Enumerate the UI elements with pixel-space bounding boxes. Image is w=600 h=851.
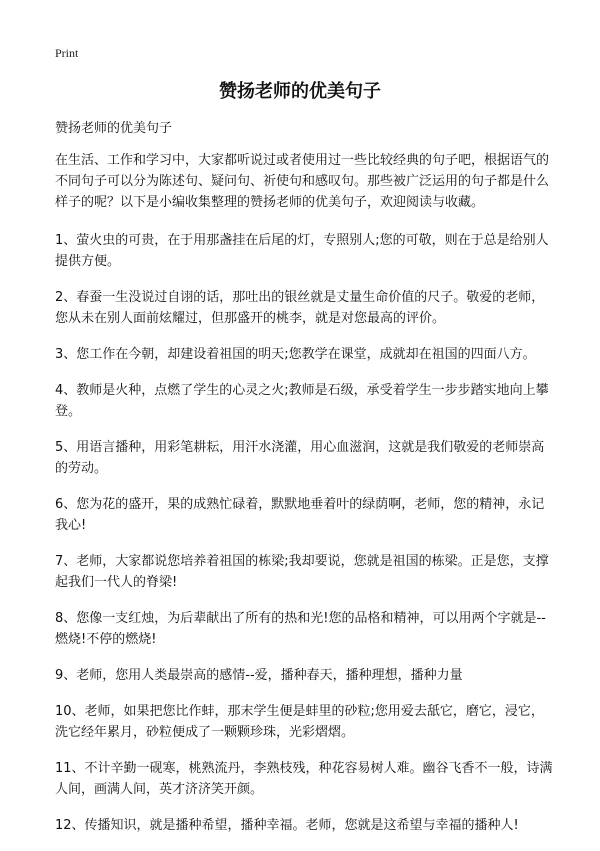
article-body	[55, 150, 553, 851]
list-item: 5、用语言播种，用彩笔耕耘，用汗水浇灌，用心血滋润，这就是我们敬爱的老师崇高的劳动。	[55, 440, 545, 476]
list-item: 10、老师，如果把您比作蚌，那末学生便是蚌里的砂粒;您用爱去舐它，磨它，浸它，洗它经年累月，砂粒便成了一颗颗珍珠，光彩熠熠。	[55, 704, 544, 740]
list-item: 6、您为花的盛开，果的成熟忙碌着，默默地垂着叶的绿荫啊，老师，您的精神，永记我心!	[55, 497, 545, 533]
intro-paragraph: 在生活、工作和学习中，大家都听说过或者使用过一些比较经典的句子吧，根据语气的不同句子可以分为陈述句、疑问句、祈使句和感叹句。那些被广泛运用的句子都是什么样子的呢？以下是小编收集整理的赞扬老师的优美句子，欢迎阅读与收藏。	[55, 153, 550, 210]
list-item: 8、您像一支红烛，为后辈献出了所有的热和光!您的品格和精神，可以用两个字就是--燃烧!不停的燃烧!	[55, 611, 546, 647]
list-item: 3、您工作在今朝，却建设着祖国的明天;您教学在课堂，成就却在祖国的四面八方。	[55, 347, 536, 362]
subtitle: 赞扬老师的优美句子	[55, 121, 173, 136]
print-link[interactable]: Print	[55, 46, 79, 60]
page-title: 赞扬老师的优美句子	[219, 81, 381, 102]
list-item: 9、老师，您用人类最崇高的感情--爱，播种春天，播种理想，播种力量	[55, 668, 463, 683]
list-item: 12、传播知识，就是播种希望，播种幸福。老师，您就是这希望与幸福的播种人!	[55, 818, 519, 833]
list-item: 4、教师是火种，点燃了学生的心灵之火;教师是石级，承受着学生一步步踏实地向上攀登。	[55, 383, 549, 419]
list-item: 1、萤火虫的可贵，在于用那盏挂在后尾的灯，专照别人;您的可敬，则在于总是给别人提供方便。	[55, 233, 549, 269]
list-item: 2、春蚕一生没说过自诩的话，那吐出的银丝就是丈量生命价值的尺子。敬爱的老师，您从未在别人面前炫耀过，但那盛开的桃李，就是对您最高的评价。	[55, 290, 545, 326]
list-item: 11、不计辛勤一砚寒，桃熟流丹，李熟枝残，种花容易树人难。幽谷飞香不一般，诗满人间，画满人间，英才济济笑开颜。	[55, 761, 553, 797]
list-item: 7、老师，大家都说您培养着祖国的栋梁;我却要说，您就是祖国的栋梁。正是您，支撑起我们一代人的脊梁!	[55, 554, 549, 590]
